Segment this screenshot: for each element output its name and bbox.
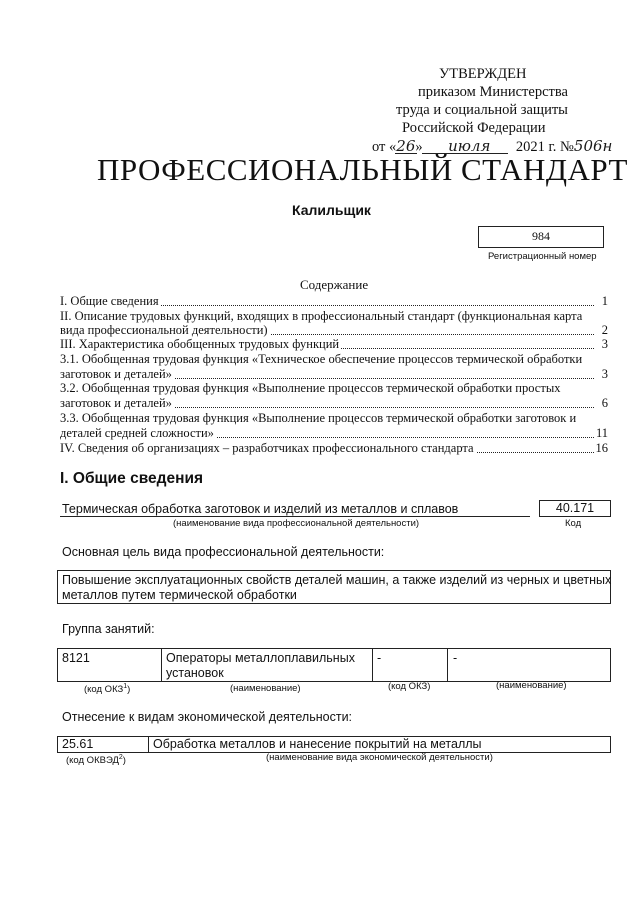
toc-item-4-line1: 3.1. Обобщенная трудовая функция «Техническое обеспечение процессов термической обработки	[60, 352, 583, 366]
econ-code: 25.61	[62, 737, 94, 751]
group-name-line1: Операторы металлоплавильных	[166, 651, 355, 665]
profession-name: Калильщик	[292, 202, 371, 218]
registration-number: 984	[532, 229, 550, 243]
toc-item-6-line1: 3.3. Обобщенная трудовая функция «Выполнение процессов термической обработки заготовок и	[60, 411, 577, 425]
econ-label: Отнесение к видам экономической деятельности:	[62, 710, 353, 724]
date-prefix: от «	[372, 139, 397, 155]
econ-name: Обработка металлов и нанесение покрытий на металлы	[153, 737, 482, 751]
toc-item-6: деталей средней сложности» 11	[60, 426, 608, 440]
goal-label: Основная цель вида профессиональной деятельности:	[62, 545, 385, 559]
group-okz-code-2: -	[377, 651, 382, 665]
group-label: Группа занятий:	[62, 622, 155, 636]
approval-line1: УТВЕРЖДЕН	[439, 66, 527, 82]
toc-page: 11	[595, 426, 608, 440]
econ-caption-code: (код ОКВЭД$^2$)	[66, 754, 126, 767]
group-caption-name: (наименование)	[230, 683, 301, 694]
section-heading: I. Общие сведения	[60, 470, 204, 487]
toc-page: 3	[601, 367, 608, 381]
group-caption-okz-2: (код ОКЗ)	[388, 681, 431, 692]
toc-page: 6	[601, 396, 608, 410]
approval-line2: приказом Министерства	[418, 84, 568, 100]
group-divider	[372, 648, 373, 682]
toc-item-7: IV. Сведения об организациях – разработчиках профессионального стандарта 16	[60, 441, 608, 455]
group-name-2: -	[453, 651, 458, 665]
approval-line3: труда и социальной защиты	[396, 102, 568, 118]
date-mid: »	[415, 139, 423, 155]
toc-item-2: вида профессиональной деятельности) 2	[60, 323, 608, 337]
activity-caption: (наименование вида профессиональной деятельности)	[173, 518, 420, 529]
code-value: 40.171	[555, 501, 595, 515]
date-month: июля	[448, 137, 491, 155]
activity-underline	[60, 516, 530, 517]
document-title: ПРОФЕССИОНАЛЬНЫЙ СТАНДАРТ	[97, 152, 628, 187]
toc-page: 3	[601, 337, 608, 351]
group-caption-name-2: (наименование)	[496, 680, 567, 691]
toc-page: 16	[595, 441, 608, 455]
order-number: 506н	[573, 137, 613, 155]
activity-name: Термическая обработка заготовок и изделий из металлов и сплавов	[62, 502, 459, 516]
group-divider	[161, 648, 162, 682]
toc-page: 2	[601, 323, 608, 337]
date-day: 26	[396, 137, 416, 155]
group-okz-code: 8121	[62, 651, 90, 665]
econ-divider	[148, 736, 149, 753]
goal-line2: металлов путем термической обработки	[62, 588, 297, 602]
approval-line4: Российской Федерации	[402, 120, 546, 136]
toc-item-1: I. Общие сведения 1	[60, 294, 608, 308]
toc-heading: Содержание	[300, 277, 369, 292]
registration-label: Регистрационный номер	[488, 251, 597, 262]
goal-line1: Повышение эксплуатационных свойств деталей машин, а также изделий из черных и цветных	[62, 573, 612, 587]
toc-item-4: заготовок и деталей» 3	[60, 367, 608, 381]
toc-item-5: заготовок и деталей» 6	[60, 396, 608, 410]
toc-item-2-line1: II. Описание трудовых функций, входящих в профессиональный стандарт (функциональная карта	[60, 309, 583, 323]
toc-item-5-line1: 3.2. Обобщенная трудовая функция «Выполнение процессов термической обработки простых	[60, 381, 561, 395]
toc-page: 1	[601, 294, 608, 308]
date-year: 2021 г. №	[515, 139, 574, 155]
toc-item-3: III. Характеристика обобщенных трудовых функций 3	[60, 337, 608, 351]
group-divider	[447, 648, 448, 682]
group-name-line2: установок	[166, 666, 224, 680]
group-caption-okz: (код ОКЗ$^1$)	[84, 683, 131, 696]
code-caption: Код	[565, 518, 582, 529]
econ-caption-name: (наименование вида экономической деятельности)	[266, 752, 493, 763]
